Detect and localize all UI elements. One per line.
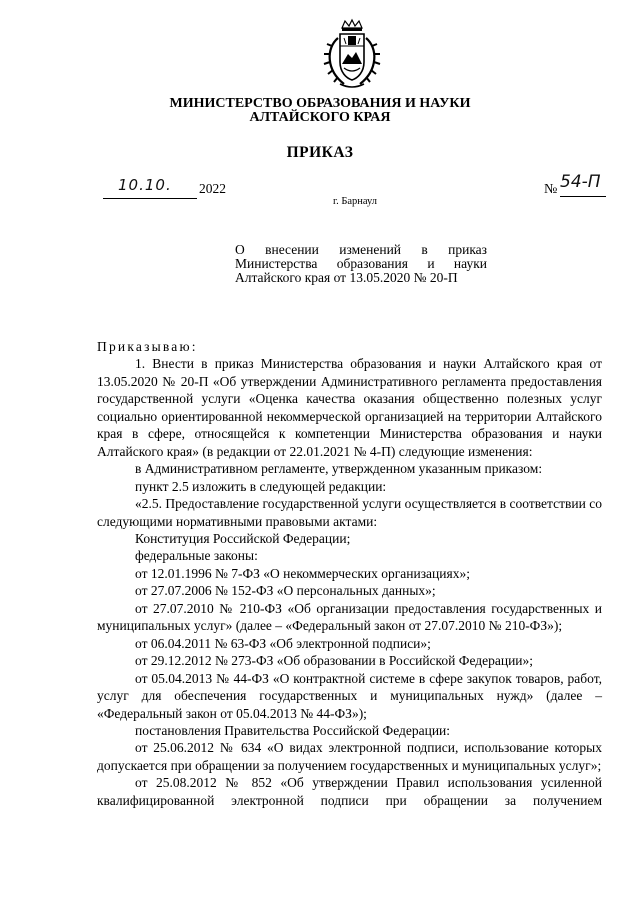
order-subject [235, 243, 487, 285]
paragraph: Конституция Российской Федерации; [135, 530, 351, 546]
coat-of-arms-icon [318, 18, 386, 90]
order-title: ПРИКАЗ [286, 144, 354, 161]
order-year: 2022 [199, 181, 226, 196]
subject-line: Министерства образования и науки [235, 256, 487, 271]
paragraph: от 12.01.1996 № 7-ФЗ «О некоммерческих организациях»; [135, 565, 470, 581]
paragraph: пункт 2.5 изложить в следующей редакции: [135, 478, 387, 494]
paragraph: «2.5. Предоставление государственной услуги осуществляется в соответствии со следующими нормативными правовыми актами: [97, 496, 602, 529]
paragraph: от 27.07.2006 № 152-ФЗ «О персональных данных»; [135, 583, 436, 599]
city: г. Барнаул [332, 196, 378, 207]
paragraph: в Административном регламенте, утвержденном указанным приказом: [135, 461, 543, 477]
paragraph: от 25.06.2012 № 634 «О видах электронной подписи, использование которых допускается при обращении за получением государственных и муниципальных услуг»; [97, 740, 602, 773]
subject-line: О внесении изменений в приказ [235, 242, 487, 257]
ministry-name-line2: АЛТАЙСКОГО КРАЯ [249, 110, 391, 125]
paragraph: от 06.04.2011 № 63-ФЗ «Об электронной подписи»; [135, 635, 431, 651]
order-word: Приказываю: [97, 339, 198, 354]
paragraph: от 29.12.2012 № 273-ФЗ «Об образовании в Российской Федерации»; [135, 653, 534, 669]
paragraph: от 27.07.2010 № 210-ФЗ «Об организации предоставления государственных и муниципальных услуг» (далее – «Федеральный закон от 27.07.2010 № 210-ФЗ»); [97, 600, 602, 634]
order-body [97, 338, 602, 809]
subject-line: Алтайского края от 13.05.2020 № 20-П [235, 270, 458, 285]
paragraph: 1. Внести в приказ Министерства образования и науки Алтайского края от 13.05.2020 № 20-П «Об утверждении Административного регламента предоставления государственной услуги «Оценка качества оказания общественно полезных услуг социально ориентированной некоммерческой организацией на территории Алтайского края в сфере, относящейся к компетенции Министерства образования и науки Алтайского края» (в редакции от 22.01.2021 № 4-П) следующие изменения: [97, 356, 602, 459]
number-label: № [544, 182, 558, 197]
paragraph: от 05.04.2013 № 44-ФЗ «О контрактной системе в сфере закупок товаров, работ, услуг для обеспечения государственных и муниципальных нужд» (далее – «Федеральный закон от 05.04.2013 № 44-ФЗ»); [97, 670, 602, 721]
handwritten-order-number: 54-П [560, 172, 601, 192]
paragraph: от 25.08.2012 № 852 «Об утверждении Правил использования усиленной квалифицированной электронной подписи при обращении за получением [97, 775, 602, 808]
ministry-name-line1: МИНИСТЕРСТВО ОБРАЗОВАНИЯ И НАУКИ [169, 96, 471, 111]
paragraph: постановления Правительства Российской Федерации: [135, 722, 451, 738]
handwritten-date: 10.10. [118, 176, 172, 194]
paragraph: федеральные законы: [135, 548, 258, 564]
